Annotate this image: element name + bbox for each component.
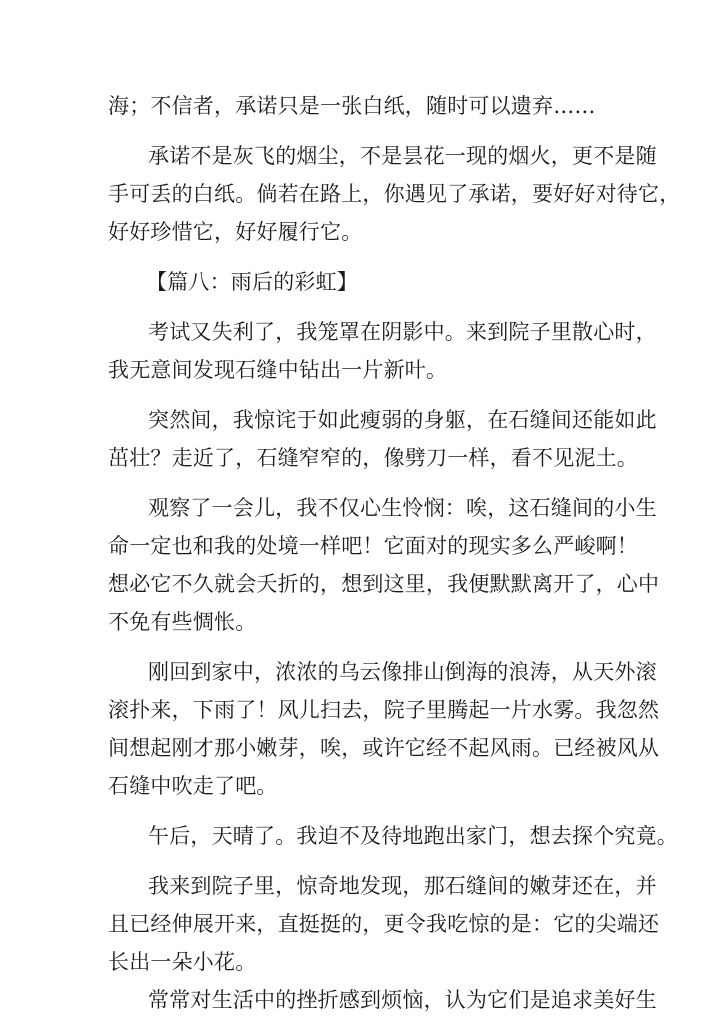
text-line: 滚扑来，下雨了！风儿扫去，院子里腾起一片水雾。我忽然 bbox=[108, 698, 660, 722]
paragraph-start: 刚回到家中，浓浓的乌云像排山倒海的浪涛，从天外滚 bbox=[148, 660, 657, 684]
paragraph-start: 观察了一会儿，我不仅心生怜悯：唉，这石缝间的小生 bbox=[148, 496, 657, 520]
text-line: 茁壮？走近了，石缝窄窄的，像劈刀一样，看不见泥土。 bbox=[108, 446, 638, 470]
text-line: 石缝中吹走了吧。 bbox=[108, 774, 278, 798]
paragraph-start: 承诺不是灰飞的烟尘，不是昙花一现的烟火，更不是随 bbox=[148, 144, 657, 168]
section-heading: 【篇八：雨后的彩虹】 bbox=[146, 270, 358, 294]
text-line: 好好珍惜它，好好履行它。 bbox=[108, 220, 363, 244]
paragraph-start: 常常对生活中的挫折感到烦恼，认为它们是追求美好生 bbox=[148, 988, 657, 1012]
text-line: 海；不信者，承诺只是一张白纸，随时可以遗弃…… bbox=[108, 94, 596, 118]
paragraph-start: 我来到院子里，惊奇地发现，那石缝间的嫩芽还在，并 bbox=[148, 874, 657, 898]
text-line: 手可丢的白纸。倘若在路上，你遇见了承诺，要好好对待它， bbox=[108, 182, 681, 206]
paragraph-start: 突然间，我惊诧于如此瘦弱的身躯，在石缝间还能如此 bbox=[148, 408, 657, 432]
text-line: 不免有些惆怅。 bbox=[108, 610, 257, 634]
text-line: 间想起刚才那小嫩芽，唉，或许它经不起风雨。已经被风从 bbox=[108, 736, 660, 760]
text-line: 想必它不久就会夭折的，想到这里，我便默默离开了，心中 bbox=[108, 572, 660, 596]
paragraph-start: 午后，天晴了。我迫不及待地跑出家门，想去探个究竟。 bbox=[148, 824, 678, 848]
text-line: 长出一朵小花。 bbox=[108, 950, 257, 974]
text-line: 且已经伸展开来，直挺挺的，更令我吃惊的是：它的尖端还 bbox=[108, 912, 660, 936]
paragraph-start: 考试又失利了，我笼罩在阴影中。来到院子里散心时， bbox=[148, 320, 657, 344]
text-line: 我无意间发现石缝中钻出一片新叶。 bbox=[108, 358, 448, 382]
text-line: 命一定也和我的处境一样吧！它面对的现实多么严峻啊！ bbox=[108, 534, 638, 558]
